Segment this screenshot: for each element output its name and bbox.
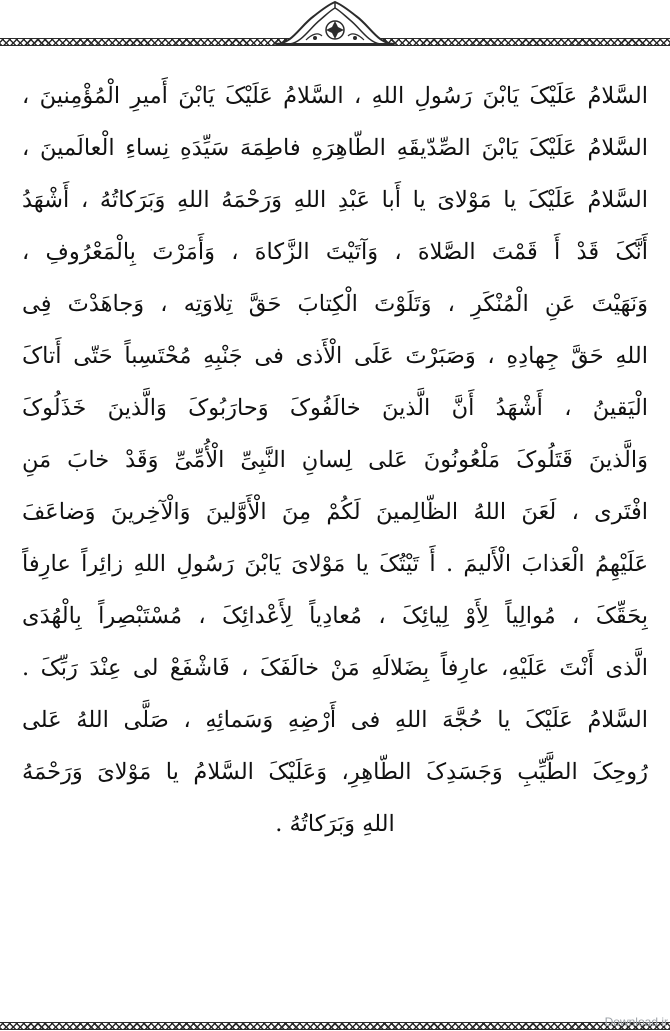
text-line: افْتَرى ، لَعَنَ اللهُ الظّالِمینَ لَکُمْ مِنَ الْأَوَّلینَ وَالْآخِرینَ وَضاعَفَ xyxy=(22,499,648,525)
text-line: اللهِ حَقَّ جِهادِهِ ، وَصَبَرْتَ عَلَى الْأَذى فی جَنْبِهِ مُحْتَسِباً حَتّى أَتاکَ xyxy=(22,343,648,369)
text-line-final: اللهِ وَبَرَکاتُهُ . xyxy=(275,811,395,837)
text-line: السَّلامُ عَلَیْکَ یَابْنَ الصِّدّیقَهِ الطّاهِرَهِ فاطِمَهَ سَیِّدَهِ نِساءِ الْعالَمینَ ، xyxy=(22,135,648,161)
text-line: السَّلامُ عَلَیْکَ یا مَوْلایَ یا أَبا عَبْدِ اللهِ وَرَحْمَهُ اللهِ وَبَرَکاتُهُ ، أَشْهَدُ xyxy=(22,187,648,213)
watermark: Download.ir xyxy=(604,1015,668,1029)
arabesque-medallion-icon xyxy=(270,0,400,46)
ziyarat-text xyxy=(22,70,648,960)
text-line: الَّذی أَنْتَ عَلَیْهِ، عارِفاً بِضَلالَهِ مَنْ خالَفَکَ ، فَاشْفَعْ لی عِنْدَ رَبِّکَ . xyxy=(22,655,648,681)
text-line: السَّلامُ عَلَیْکَ یا حُجَّهَ اللهِ فی أَرْضِهِ وَسَمائِهِ ، صَلَّى اللهُ عَلى xyxy=(22,707,648,733)
text-line: السَّلامُ عَلَیْکَ یَابْنَ رَسُولِ اللهِ ، السَّلامُ عَلَیْکَ یَابْنَ أَمیرِ الْمُؤْمِنینَ ، xyxy=(22,83,648,109)
text-line: عَلَیْهِمُ الْعَذابَ الْأَلیمَ . أَ تَیْتُکَ یا مَوْلایَ یَابْنَ رَسُولِ اللهِ زائِراً عارِفاً xyxy=(22,551,648,577)
text-line: الْیَقینُ ، أَشْهَدُ أَنَّ الَّذینَ خالَفُوکَ وَحارَبُوکَ وَالَّذینَ خَذَلُوکَ xyxy=(22,395,648,421)
text-line: أَنَّکَ قَدْ أَ قَمْتَ الصَّلاهَ ، وَآتَیْتَ الزَّکاهَ ، وَأَمَرْتَ بِالْمَعْرُوفِ ، xyxy=(22,239,648,265)
text-line: وَنَهَیْتَ عَنِ الْمُنْکَرِ ، وَتَلَوْتَ الْکِتابَ حَقَّ تِلاوَتِه ، وَجاهَدْتَ فِی xyxy=(22,291,648,317)
text-line: رُوحِکَ الطَّیِّبِ وَجَسَدِکَ الطّاهِرِ، وَعَلَیْکَ السَّلامُ یا مَوْلایَ وَرَحْمَهُ xyxy=(22,759,648,785)
decorative-border-bottom xyxy=(0,1022,670,1030)
text-line: وَالَّذینَ قَتَلُوکَ مَلْعُونُونَ عَلى لِسانِ النَّبِیِّ الْأُمِّیِّ وَقَدْ خابَ مَنِ xyxy=(22,447,648,473)
text-line: بِحَقِّکَ ، مُوالِیاً لِأَوْ لِیائِکَ ، مُعادِیاً لِأَعْدائِکَ ، مُسْتَبْصِراً بِالْهُدَى xyxy=(22,603,648,629)
